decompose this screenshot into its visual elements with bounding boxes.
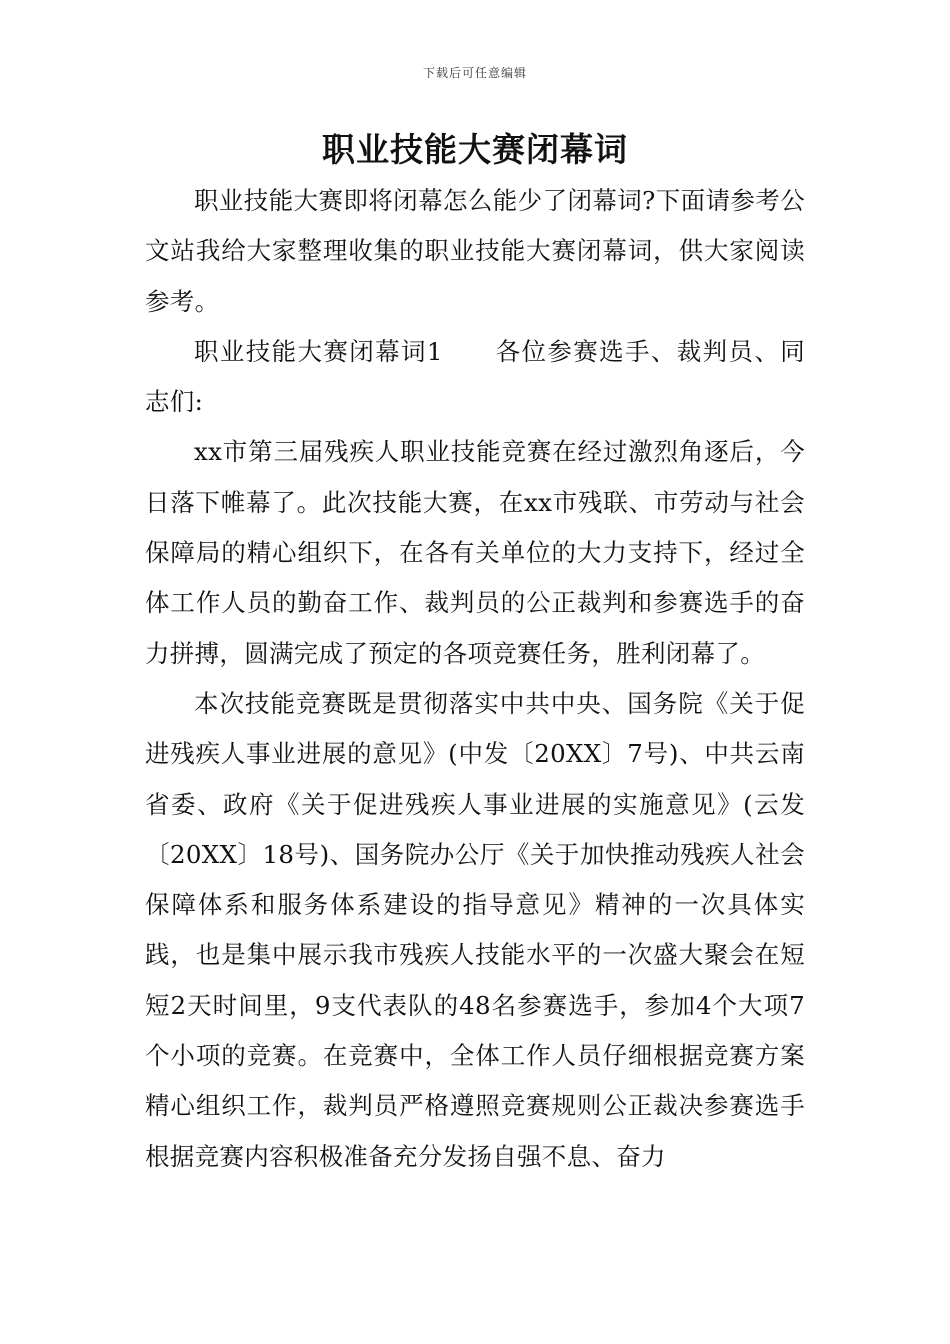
paragraph-intro: 职业技能大赛即将闭幕怎么能少了闭幕词?下面请参考公文站我给大家整理收集的职业技能大赛闭幕词，供大家阅读参考。 <box>145 186 805 316</box>
header-note: 下载后可任意编辑 <box>422 66 527 80</box>
paragraph-competition-details: 本次技能竞赛既是贯彻落实中共中央、国务院《关于促进残疾人事业进展的意见》(中发〔20XX〕7号)、中共云南省委、政府《关于促进残疾人事业进展的实施意见》(云发〔20XX〕18号)、国务院办公厅《关于加快推动残疾人社会保障体系和服务体系建设的指导意见》精神的一次具体实践，也是集中展示我市残疾人技能水平的一次盛大聚会在短短2天时间里，9支代表队的48名参赛选手，参加4个大项7个小项的竞赛。在竞赛中，全体工作人员仔细根据竞赛方案精心组织工作，裁判员严格遵照竞赛规则公正裁决参赛选手根据竞赛内容积极准备充分发扬自强不息、奋力 <box>145 688 805 1171</box>
document-body <box>145 176 805 1182</box>
paragraph-salutation: 职业技能大赛闭幕词1 各位参赛选手、裁判员、同志们: <box>145 336 805 417</box>
document-title: 职业技能大赛闭幕词 <box>322 130 628 169</box>
paragraph-closing-summary: xx市第三届残疾人职业技能竞赛在经过激烈角逐后，今日落下帷幕了。此次技能大赛，在xx市残联、市劳动与社会保障局的精心组织下，在各有关单位的大力支持下，经过全体工作人员的勤奋工作、裁判员的公正裁判和参赛选手的奋力拼搏，圆满完成了预定的各项竞赛任务，胜利闭幕了。 <box>145 437 805 668</box>
